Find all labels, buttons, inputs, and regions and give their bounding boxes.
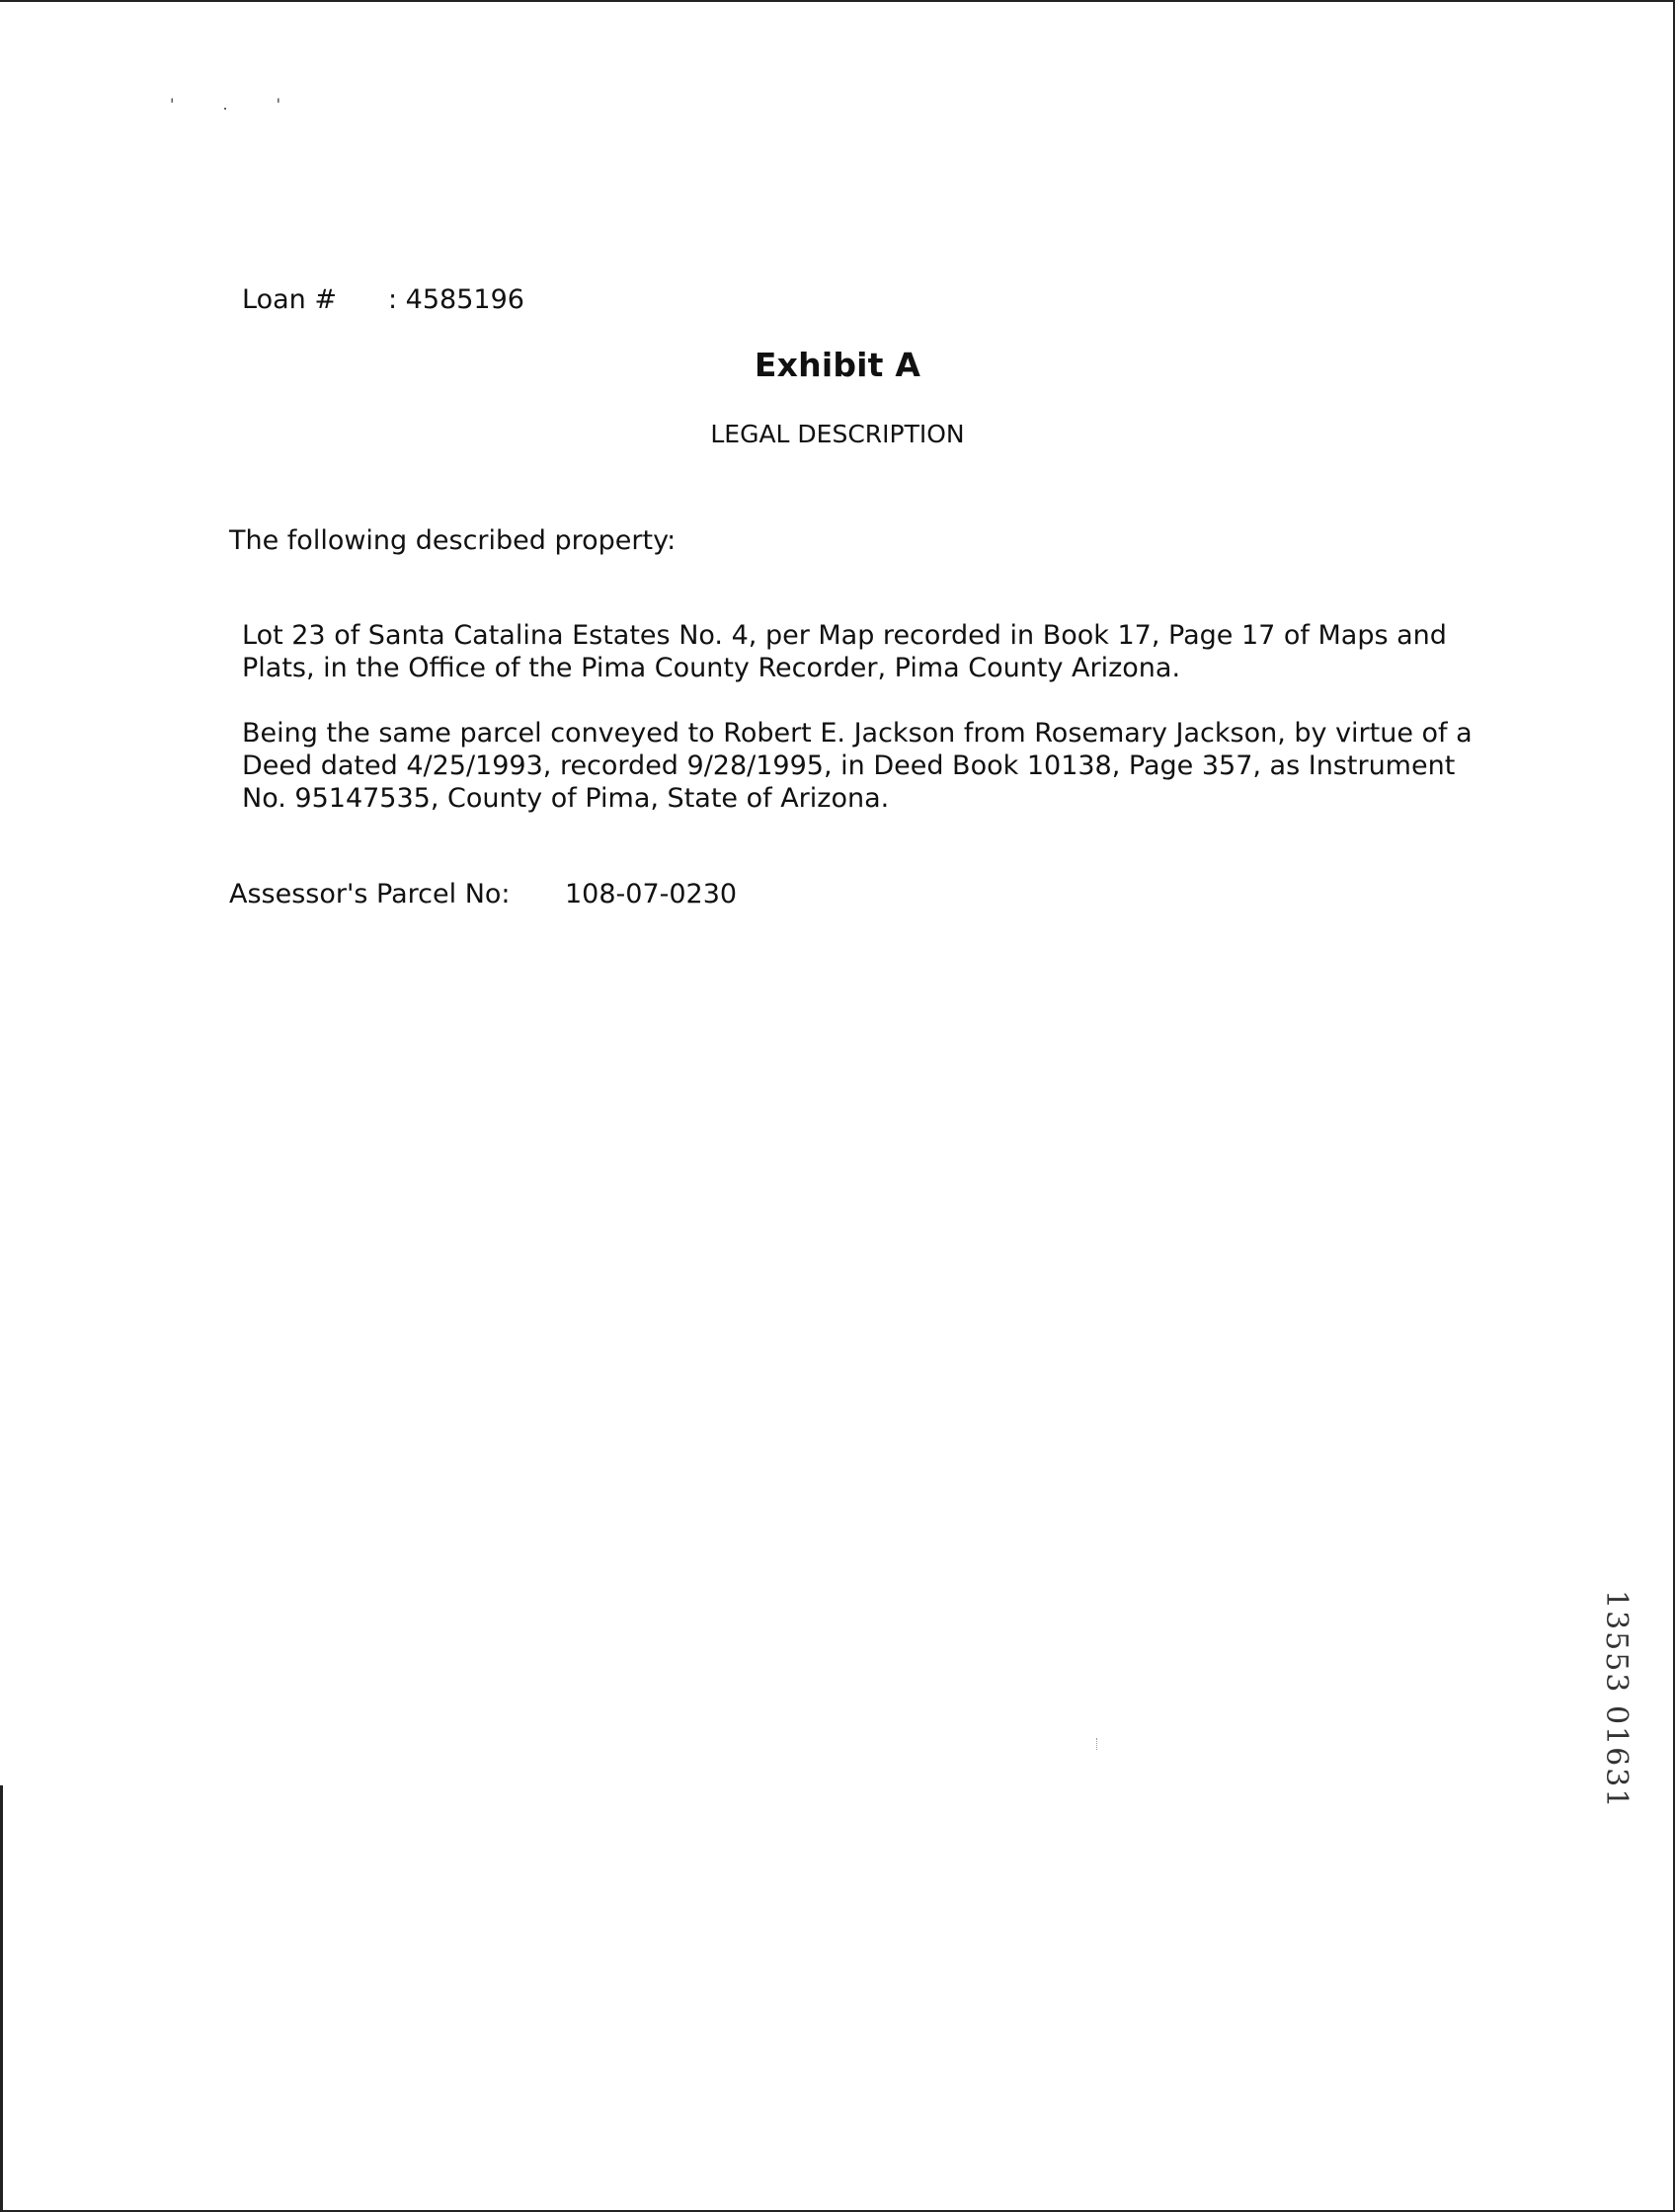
parcel-value: 108-07-0230 bbox=[565, 879, 738, 909]
intro-text: The following described property: bbox=[229, 525, 677, 556]
margin-stamp bbox=[1600, 1590, 1639, 1856]
loan-value: : 4585196 bbox=[388, 284, 524, 315]
conveyance-paragraph: Being the same parcel conveyed to Robert E. Jackson from Rosemary Jackson, by virtue of a Deed dated 4/25/1993, recorded 9/28/1995, in Deed Book 10138, Page 357, as Instrument No. 95147535, County of Pima, State of Arizona. bbox=[242, 718, 1473, 814]
legal-description-paragraph: Lot 23 of Santa Catalina Estates No. 4, per Map recorded in Book 17, Page 17 of Maps and Plats, in the Office of the Pima County Recorder, Pima County Arizona. bbox=[242, 620, 1447, 683]
loan-label: Loan # bbox=[242, 284, 337, 315]
exhibit-title-text: Exhibit A bbox=[754, 346, 921, 384]
scan-specks: ' . ' bbox=[170, 95, 303, 114]
section-subtitle: LEGAL DESCRIPTION bbox=[710, 420, 965, 448]
exhibit-title bbox=[0, 346, 1675, 384]
scan-artifact bbox=[1096, 1738, 1098, 1750]
loan-number-row bbox=[242, 284, 524, 315]
parcel-number-row bbox=[229, 879, 737, 909]
parcel-label: Assessor's Parcel No: bbox=[229, 879, 511, 909]
margin-stamp-text: 13553 01631 bbox=[1599, 1590, 1634, 1810]
scan-edge-mark bbox=[0, 1785, 3, 2212]
